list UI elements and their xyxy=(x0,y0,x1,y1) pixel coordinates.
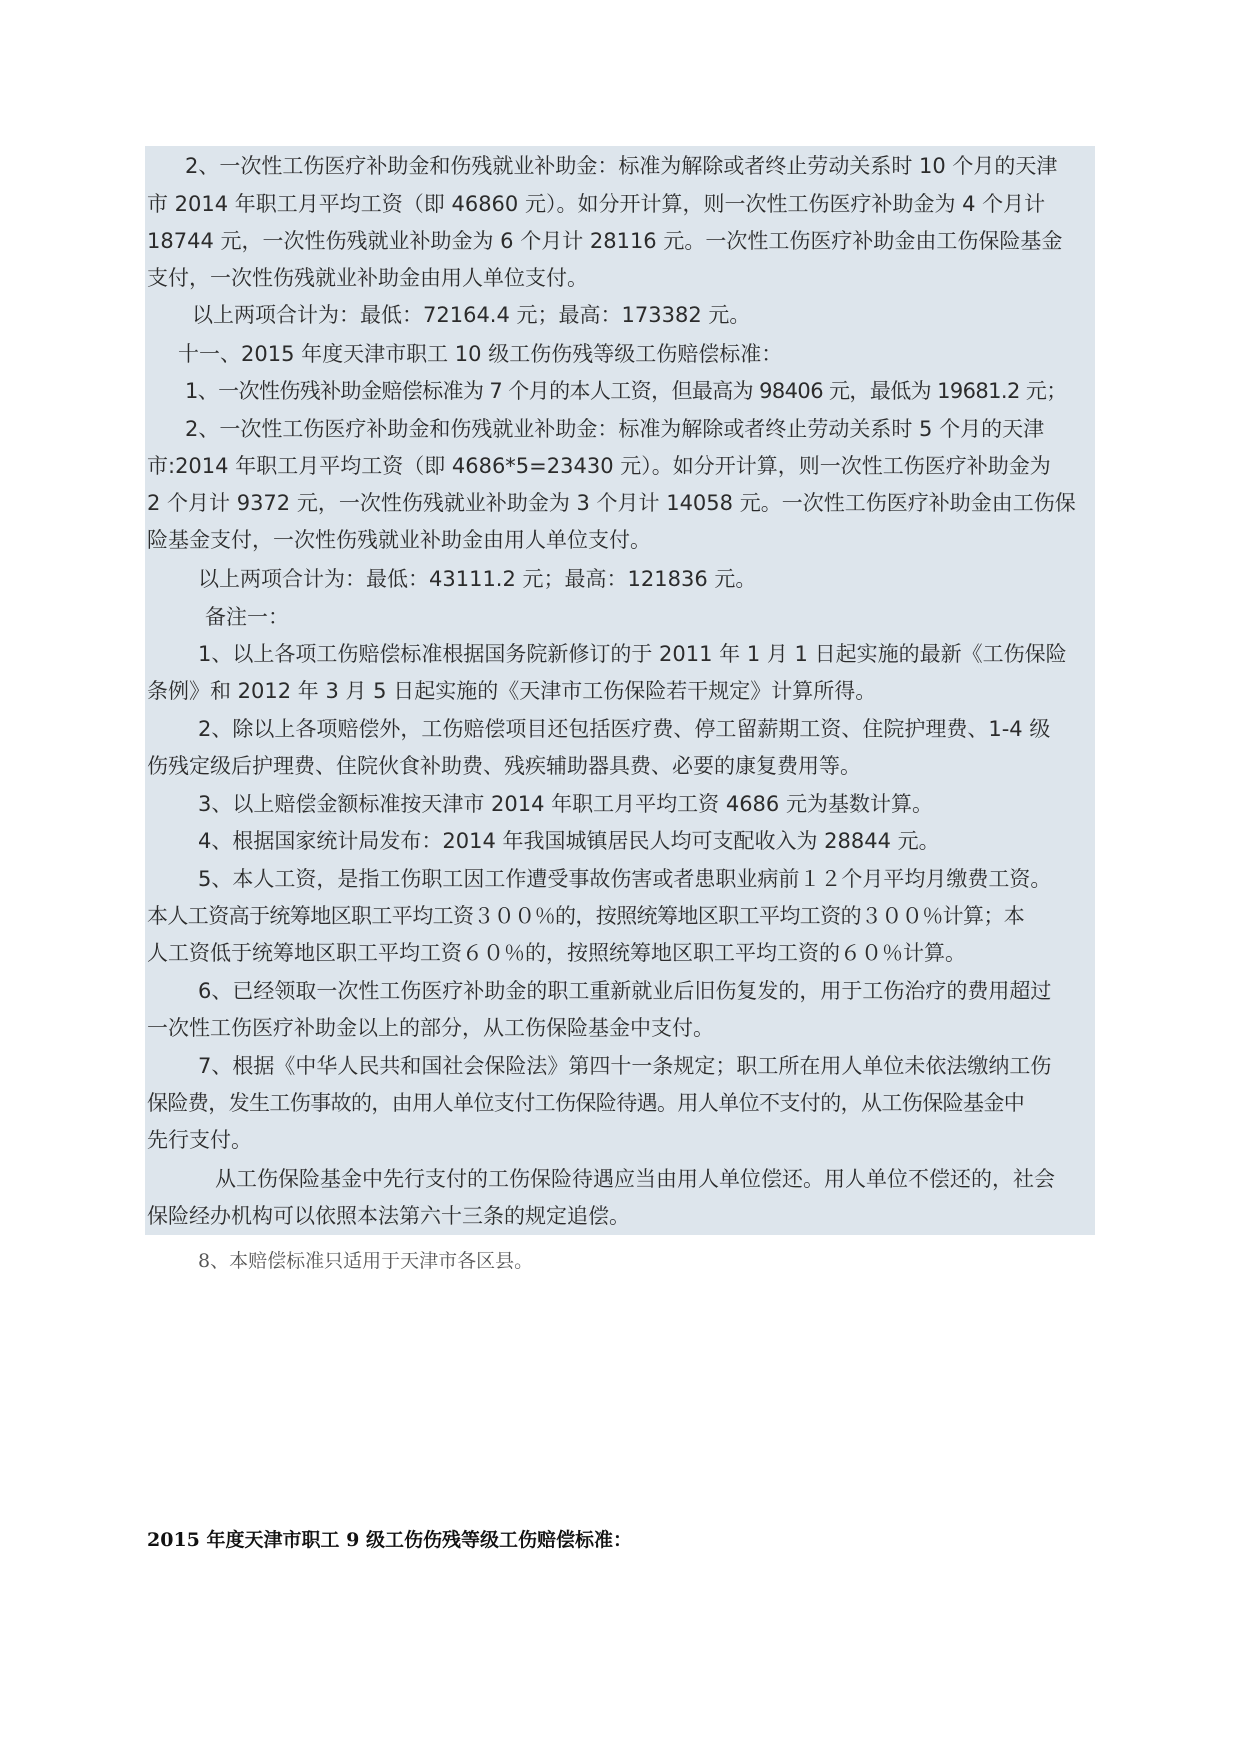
section-heading: 十一、2015 年度天津市职工 10 级工伤伤残等级工伤赔偿标准： xyxy=(178,342,783,366)
paragraph-line: 支付，一次性伤残就业补助金由用人单位支付。 xyxy=(147,266,588,290)
paragraph-line: 1、以上各项工伤赔偿标准根据国务院新修订的于 2011 年 1 月 1 日起实施的最新《工伤保险 xyxy=(198,642,1067,666)
paragraph-line: 2、一次性工伤医疗补助金和伤残就业补助金：标准为解除或者终止劳动关系时 5 个月的天津 xyxy=(185,417,1045,441)
paragraph-line: 5、本人工资，是指工伤职工因工作遭受事故伤害或者患职业病前１２个月平均月缴费工资。 xyxy=(198,867,1052,891)
section-heading-grade-9: 2015 年度天津市职工 9 级工伤伤残等级工伤赔偿标准： xyxy=(147,1529,632,1551)
paragraph-line: 以上两项合计为：最低：72164.4 元；最高：173382 元。 xyxy=(192,303,751,327)
paragraph-line: 保险费，发生工伤事故的，由用人单位支付工伤保险待遇。用人单位不支付的，从工伤保险基金中 xyxy=(147,1091,1025,1115)
paragraph-line: 本人工资高于统筹地区职工平均工资３００％的，按照统筹地区职工平均工资的３００％计算；本 xyxy=(147,904,1025,928)
paragraph-line: 伤残定级后护理费、住院伙食补助费、残疾辅助器具费、必要的康复费用等。 xyxy=(147,754,861,778)
paragraph-line: 市:2014 年职工月平均工资（即 4686*5=23430 元）。如分开计算，则一次性工伤医疗补助金为 xyxy=(147,454,1051,478)
paragraph-line: 18744 元，一次性伤残就业补助金为 6 个月计 28116 元。一次性工伤医疗补助金由工伤保险基金 xyxy=(147,229,1063,253)
paragraph-line: 以上两项合计为：最低：43111.2 元；最高：121836 元。 xyxy=(198,567,757,591)
paragraph-line: 市 2014 年职工月平均工资（即 46860 元）。如分开计算，则一次性工伤医疗补助金为 4 个月计 xyxy=(147,192,1046,216)
paragraph-line: 1、一次性伤残补助金赔偿标准为 7 个月的本人工资，但最高为 98406 元，最低为 19681.2 元； xyxy=(185,379,1067,403)
paragraph-line: 2 个月计 9372 元，一次性伤残就业补助金为 3 个月计 14058 元。一次性工伤医疗补助金由工伤保 xyxy=(147,491,1076,515)
paragraph-line: 条例》和 2012 年 3 月 5 日起实施的《天津市工伤保险若干规定》计算所得。 xyxy=(147,679,877,703)
paragraph-line: 保险经办机构可以依照本法第六十三条的规定追偿。 xyxy=(147,1204,630,1228)
note-8-text: 8、本赔偿标准只适用于天津市各区县。 xyxy=(198,1250,534,1272)
paragraph-line: 7、根据《中华人民共和国社会保险法》第四十一条规定；职工所在用人单位未依法缴纳工伤 xyxy=(198,1054,1052,1078)
paragraph-line: 人工资低于统筹地区职工平均工资６０％的，按照统筹地区职工平均工资的６０％计算。 xyxy=(147,941,966,965)
paragraph-line: 险基金支付，一次性伤残就业补助金由用人单位支付。 xyxy=(147,528,651,552)
paragraph-line: 3、以上赔偿金额标准按天津市 2014 年职工月平均工资 4686 元为基数计算。 xyxy=(198,792,933,816)
remarks-heading: 备注一： xyxy=(205,605,289,629)
paragraph-line: 2、除以上各项赔偿外，工伤赔偿项目还包括医疗费、停工留薪期工资、住院护理费、1-4 级 xyxy=(198,717,1051,741)
paragraph-line: 4、根据国家统计局发布：2014 年我国城镇居民人均可支配收入为 28844 元。 xyxy=(198,829,940,853)
paragraph-line: 一次性工伤医疗补助金以上的部分，从工伤保险基金中支付。 xyxy=(147,1016,714,1040)
paragraph-line: 6、已经领取一次性工伤医疗补助金的职工重新就业后旧伤复发的，用于工伤治疗的费用超过 xyxy=(198,979,1052,1003)
paragraph-line: 2、一次性工伤医疗补助金和伤残就业补助金：标准为解除或者终止劳动关系时 10 个月的天津 xyxy=(185,154,1058,178)
paragraph-line: 从工伤保险基金中先行支付的工伤保险待遇应当由用人单位偿还。用人单位不偿还的，社会 xyxy=(215,1167,1055,1191)
paragraph-line: 先行支付。 xyxy=(147,1128,252,1152)
